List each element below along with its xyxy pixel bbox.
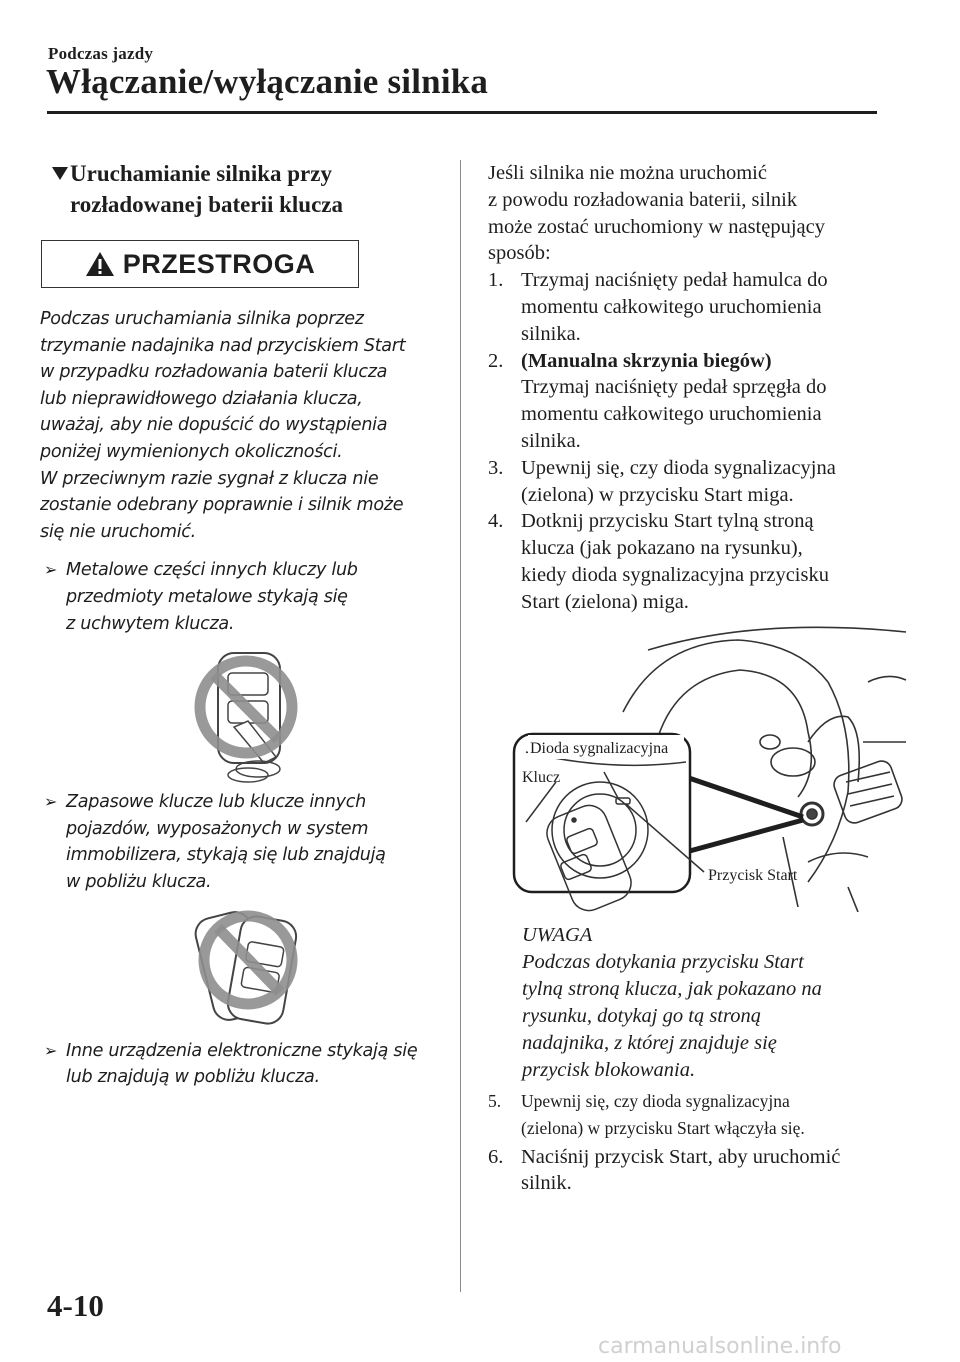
caution-bullet	[44, 1038, 460, 1091]
arrow-right-icon: ➢	[44, 560, 58, 580]
bullet-line: pojazdów, wyposażonych w system	[66, 818, 369, 839]
bullet-line: lub znajdują w pobliżu klucza.	[66, 1067, 320, 1088]
bullet-line: Metalowe części innych kluczy lub	[66, 560, 358, 581]
step-number: 4.	[488, 510, 504, 533]
note-line: nadajnika, z której znajduje się	[522, 1031, 777, 1054]
note-title: UWAGA	[522, 923, 593, 946]
page-title: Włączanie/wyłączanie silnika	[46, 62, 489, 101]
caution-line: zostanie odebrany poprawnie i silnik może	[40, 495, 404, 516]
step-number: 6.	[488, 1145, 504, 1168]
note-line: przycisk blokowania.	[522, 1058, 696, 1081]
intro-line: sposób:	[488, 242, 551, 265]
intro-line: Jeśli silnika nie można uruchomić	[488, 162, 767, 184]
caution-line: uważaj, aby nie dopuścić do wystąpienia	[40, 415, 388, 436]
step-2	[488, 348, 888, 455]
key-label: Klucz	[522, 768, 561, 786]
caution-box	[41, 240, 359, 288]
section-heading	[52, 158, 442, 220]
right-column	[488, 160, 888, 1197]
caution-text	[40, 306, 460, 1091]
step-line: silnik.	[521, 1172, 572, 1195]
spare-keys-prohibited-illustration	[190, 904, 310, 1034]
left-column	[40, 158, 442, 1091]
step-6	[488, 1144, 888, 1198]
step-line: Trzymaj naciśnięty pedał sprzęgła do	[521, 376, 827, 399]
arrow-right-icon: ➢	[44, 1040, 58, 1060]
step-number: 5.	[488, 1090, 502, 1111]
step-line: Upewnij się, czy dioda sygnalizacyjna	[521, 1090, 790, 1111]
intro-line: może zostać uruchomiony w następujący	[488, 215, 825, 238]
step-line: (zielona) w przycisku Start włączyła się.	[521, 1117, 805, 1138]
caution-line: lub nieprawidłowego działania klucza,	[40, 388, 363, 409]
section-label: Podczas jazdy	[48, 44, 154, 63]
note	[522, 922, 888, 1084]
step-line: silnika.	[521, 429, 581, 452]
caution-line: się nie uruchomić.	[40, 521, 196, 542]
step-line: kiedy dioda sygnalizacyjna przycisku	[521, 563, 829, 586]
heading-line: Uruchamianie silnika przy	[70, 161, 332, 186]
header-divider	[47, 111, 877, 114]
step-5	[488, 1088, 888, 1142]
note-line: rysunku, dotykaj go tą stroną	[522, 1004, 761, 1027]
caution-line: trzymanie nadajnika nad przyciskiem Start	[40, 335, 406, 356]
start-button-figure	[508, 622, 908, 912]
bullet-line: Inne urządzenia elektroniczne stykają się	[66, 1040, 418, 1061]
step-line: klucza (jak pokazano na rysunku),	[521, 537, 803, 560]
caution-line: W przeciwnym razie sygnał z klucza nie	[40, 468, 379, 489]
triangle-down-icon	[52, 167, 68, 180]
bullet-line: immobilizera, stykają się lub znajdują	[66, 845, 386, 866]
bullet-line: Zapasowe klucze lub klucze innych	[66, 792, 366, 813]
step-3	[488, 455, 888, 509]
bullet-line: przedmioty metalowe stykają się	[66, 586, 348, 607]
caution-line: Podczas uruchamiania silnika poprzez	[40, 309, 364, 329]
key-metal-prohibited-illustration	[190, 645, 310, 785]
step-number: 2.	[488, 349, 504, 372]
step-line: (zielona) w przycisku Start miga.	[521, 483, 794, 506]
note-line: tylną stroną klucza, jak pokazano na	[522, 977, 822, 1000]
step-line: momentu całkowitego uruchomienia	[521, 295, 822, 318]
column-divider	[460, 160, 461, 1292]
intro-line: z powodu rozładowania baterii, silnik	[488, 188, 798, 211]
bullet-line: w pobliżu klucza.	[66, 871, 212, 892]
step-line: Upewnij się, czy dioda sygnalizacyjna	[521, 456, 836, 479]
step-line: momentu całkowitego uruchomienia	[521, 403, 822, 426]
step-line: Trzymaj naciśnięty pedał hamulca do	[521, 269, 828, 292]
step-line: Start (zielona) miga.	[521, 590, 689, 613]
bullet-line: z uchwytem klucza.	[66, 613, 235, 634]
step-number: 3.	[488, 456, 504, 479]
note-line: Podczas dotykania przycisku Start	[522, 950, 804, 973]
step-line: silnika.	[521, 322, 581, 345]
caution-bullet	[44, 789, 460, 895]
caution-line: w przypadku rozładowania baterii klucza	[40, 362, 388, 383]
warning-triangle-icon	[85, 251, 115, 277]
step-number: 1.	[488, 269, 504, 292]
caution-line: poniżej wymienionych okoliczności.	[40, 441, 343, 462]
intro-paragraph	[488, 160, 888, 267]
step-line: Naciśnij przycisk Start, aby uruchomić	[521, 1145, 841, 1168]
caution-bullet	[44, 557, 460, 637]
page-number: 4-10	[47, 1288, 104, 1323]
arrow-right-icon: ➢	[44, 792, 58, 812]
step-1	[488, 267, 888, 347]
heading-line: rozładowanej baterii klucza	[70, 192, 343, 217]
watermark: carmanualsonline.info	[598, 1334, 842, 1359]
caution-label: PRZESTROGA	[122, 248, 316, 279]
step-condition: (Manualna skrzynia biegów)	[521, 349, 772, 372]
led-label: Dioda sygnalizacyjna	[530, 739, 669, 757]
step-4	[488, 508, 888, 615]
step-line: Dotknij przycisku Start tylną stroną	[521, 510, 814, 533]
start-button-label: Przycisk Start	[708, 866, 798, 884]
